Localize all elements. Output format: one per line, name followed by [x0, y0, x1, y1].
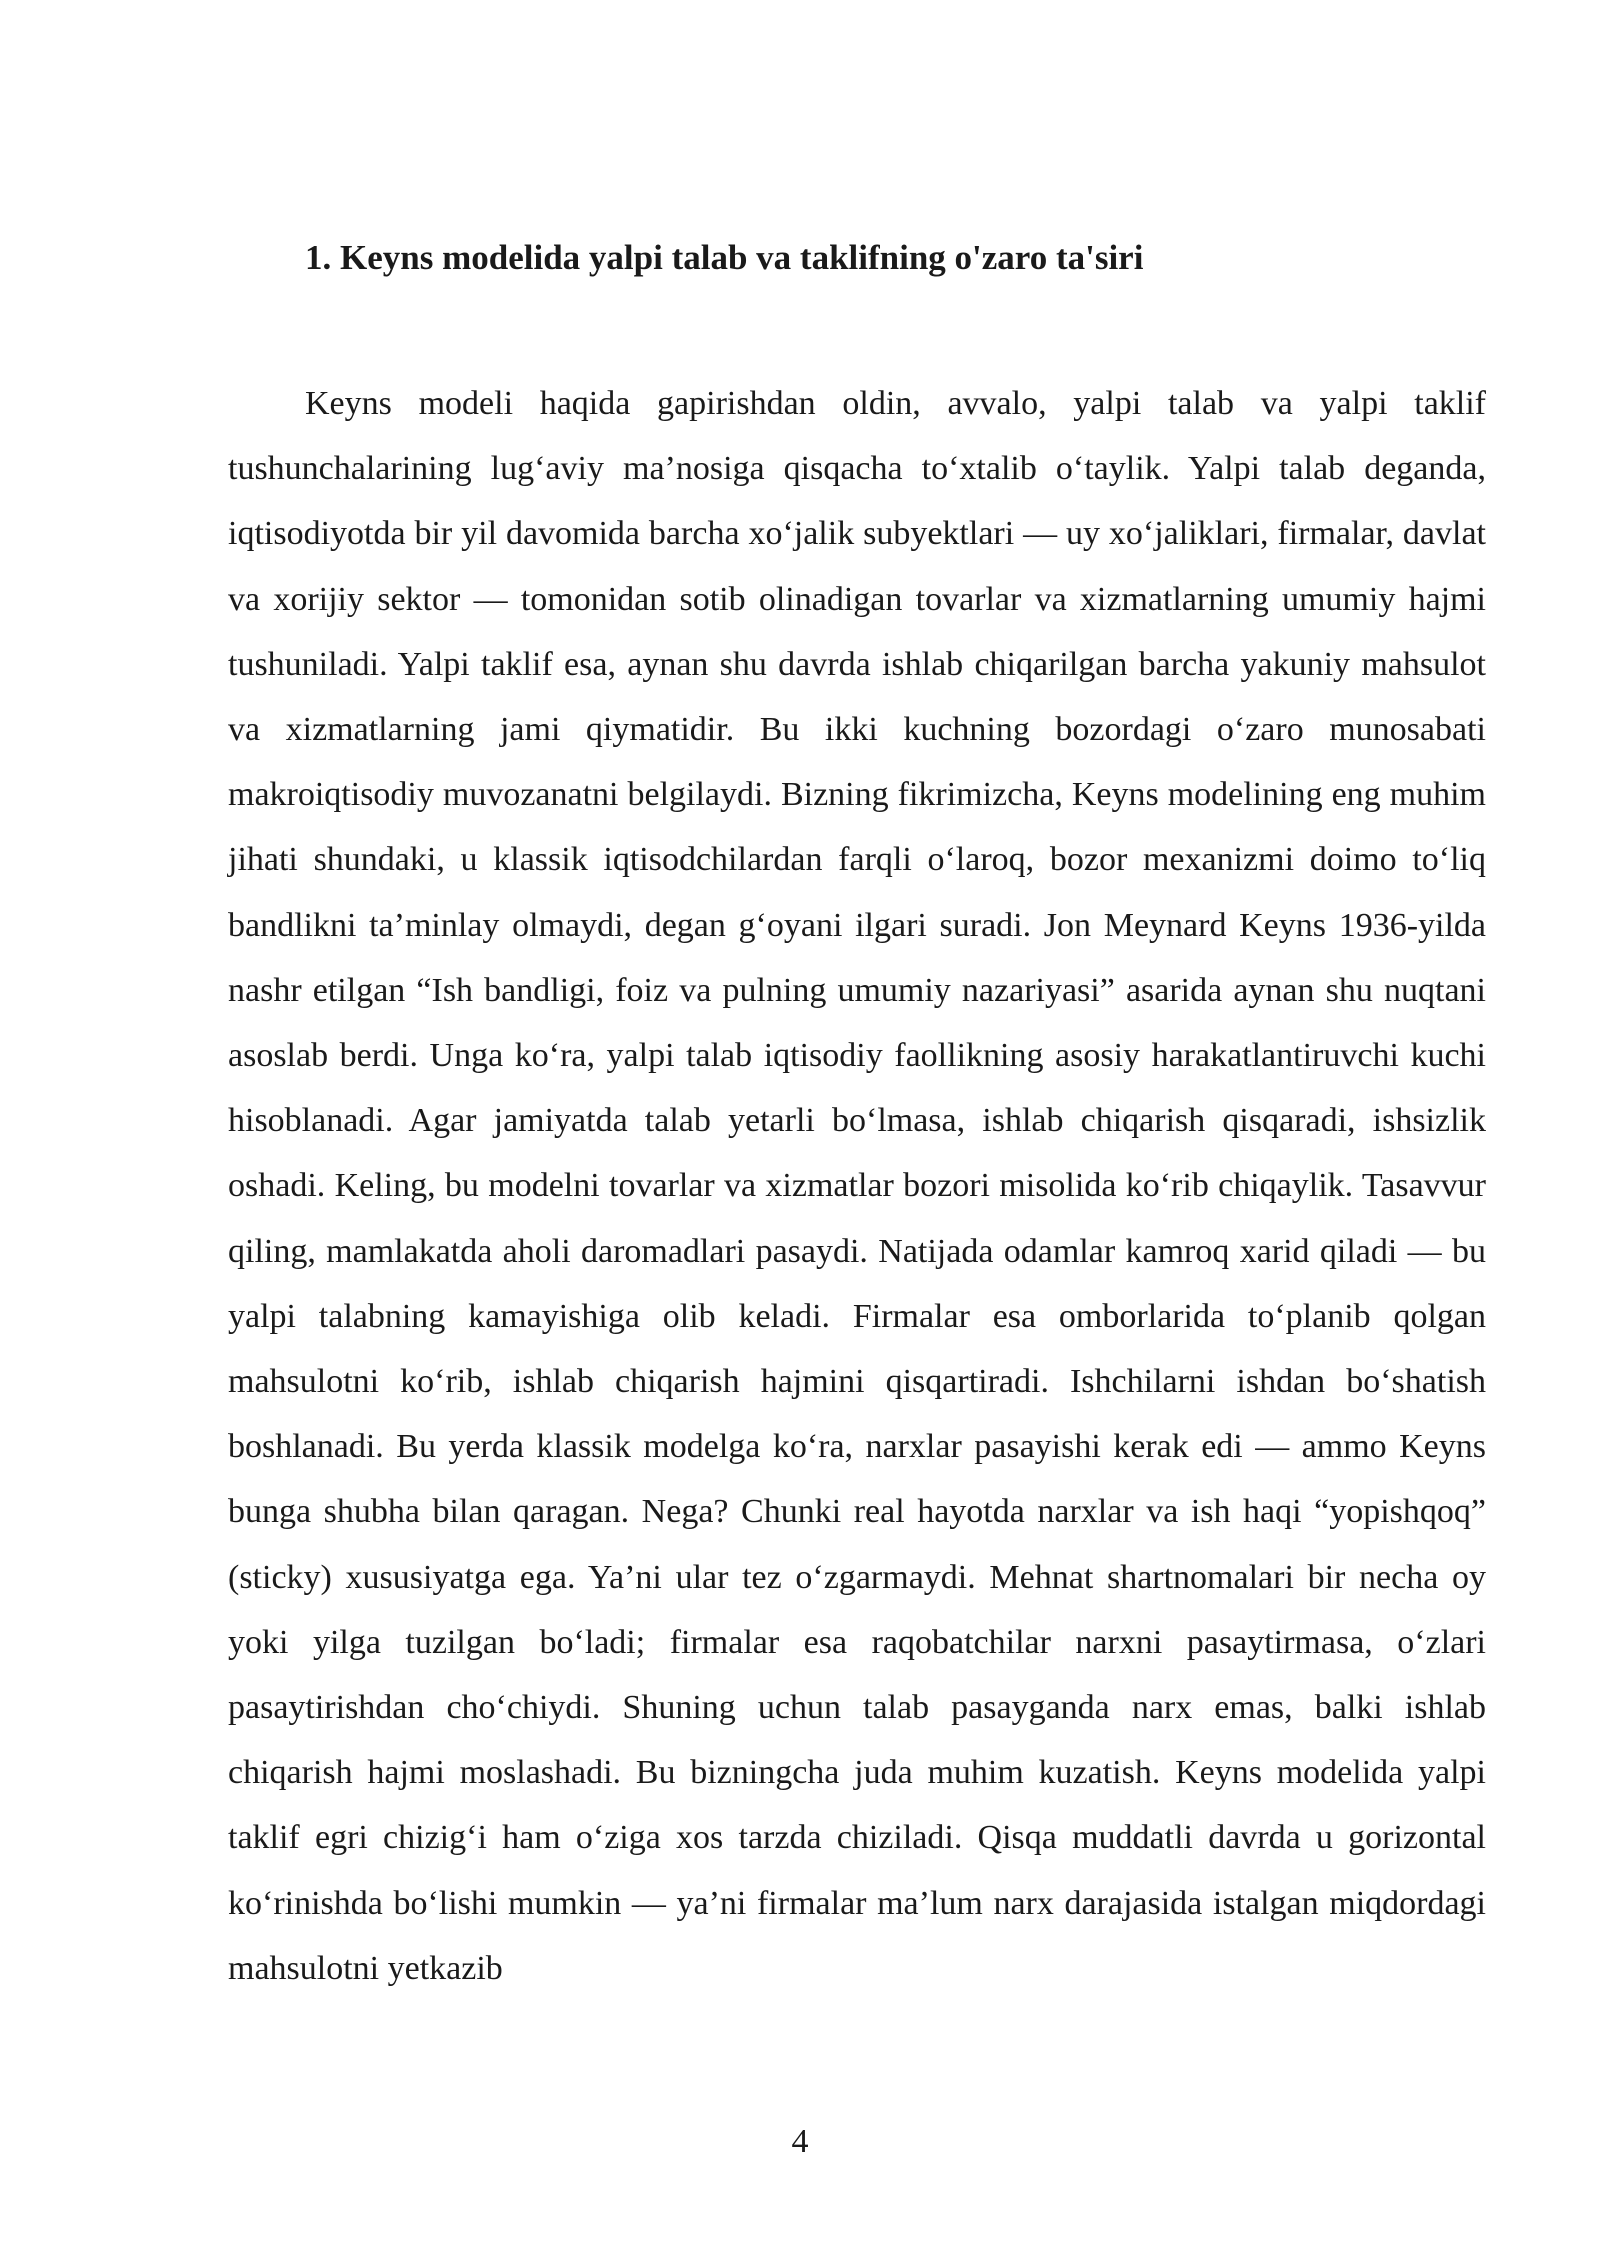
section-heading: 1. Keyns modelida yalpi talab va taklifning o'zaro ta'siri: [305, 238, 1144, 277]
page-number: 4: [791, 2123, 809, 2160]
body-paragraph: Keyns modeli haqida gapirishdan oldin, avvalo, yalpi talab va yalpi taklif tushunchalarining lug‘aviy ma’nosiga qisqacha to‘xtalib o‘taylik. Yalpi talab deganda, iqtisodiyotda bir yil davomida barcha xo‘jalik subyektlari — uy xo‘jaliklari, firmalar, davlat va xorijiy sektor — tomonidan sotib olinadigan tovarlar va xizmatlarning umumiy hajmi tushuniladi. Yalpi taklif esa, aynan shu davrda ishlab chiqarilgan barcha yakuniy mahsulot va xizmatlarning jami qiymatidir. Bu ikki kuchning bozordagi o‘zaro munosabati makroiqtisodiy muvozanatni belgilaydi. Bizning fikrimizcha, Keyns modelining eng muhim jihati shundaki, u klassik iqtisodchilardan farqli o‘laroq, bozor mexanizmi doimo to‘liq bandlikni ta’minlay olmaydi, degan g‘oyani ilgari suradi. Jon Meynard Keyns 1936-yilda nashr etilgan “Ish bandligi, foiz va pulning umumiy nazariyasi” asarida aynan shu nuqtani asoslab berdi. Unga ko‘ra, yalpi talab iqtisodiy faollikning asosiy harakatlantiruvchi kuchi hisoblanadi. Agar jamiyatda talab yetarli bo‘lmasa, ishlab chiqarish qisqaradi, ishsizlik oshadi. Keling, bu modelni tovarlar va xizmatlar bozori misolida ko‘rib chiqaylik. Tasavvur qiling, mamlakatda aholi daromadlari pasaydi. Natijada odamlar kamroq xarid qiladi — bu yalpi talabning kamayishiga olib keladi. Firmalar esa omborlarida to‘planib qolgan mahsulotni ko‘rib, ishlab chiqarish hajmini qisqartiradi. Ishchilarni ishdan bo‘shatish boshlanadi. Bu yerda klassik modelga ko‘ra, narxlar pasayishi kerak edi — ammo Keyns bunga shubha bilan qaragan. Nega? Chunki real hayotda narxlar va ish haqi “yopishqoq” (sticky) xususiyatga ega. Ya’ni ular tez o‘zgarmaydi. Mehnat shartnomalari bir necha oy yoki yilga tuzilgan bo‘ladi; firmalar esa raqobatchilar narxni pasaytirmasa, o‘zlari pasaytirishdan cho‘chiydi. Shuning uchun talab pasayganda narx emas, balki ishlab chiqarish hajmi moslashadi. Bu bizningcha juda muhim kuzatish. Keyns modelida yalpi taklif egri chizig‘i ham o‘ziga xos tarzda chiziladi. Qisqa muddatli davrda u gorizontal ko‘rinishda bo‘lishi mumkin — ya’ni firmalar ma’lum narx darajasida istalgan miqdordagi mahsulotni yetkazib: [228, 385, 1486, 1987]
